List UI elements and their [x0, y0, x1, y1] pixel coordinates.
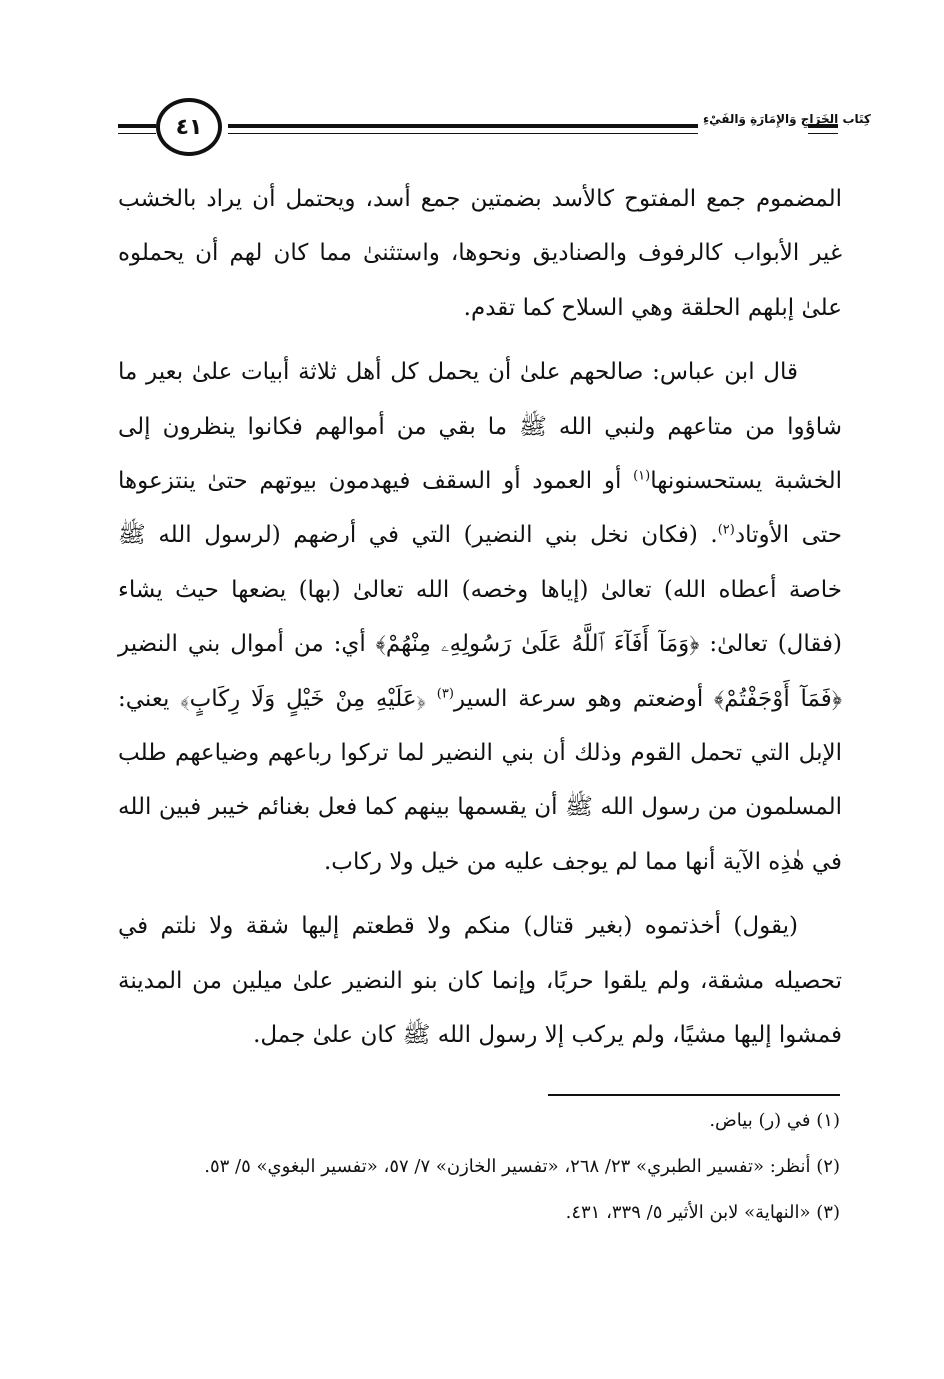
footnote-ref-2[interactable]: (٢) [717, 522, 735, 538]
footnotes [118, 1104, 840, 1242]
paragraph-2-part-c: . (فكان نخل بني النضير) التي في أرضهم (لرسول الله ﷺ خاصة أعطاه الله) تعالىٰ (إياها وخصه) الله تعالىٰ (بها) يضعها حيث يشاء (فقال) تعالىٰ: ﴿وَمَآ أَفَآءَ ٱللَّهُ عَلَىٰ رَسُولِهِۦ مِنْهُمْ﴾ أي: من أموال بني النضير ﴿فَمَآ أَوْجَفْتُمْ﴾ أوضعتم وهو سرعة السير [118, 522, 842, 712]
footnote-text: «النهاية» لابن الأثير ٥/ ٣٣٩، ٤٣١. [565, 1202, 811, 1223]
paragraph-2-part-b: أو العمود أو السقف فيهدمون بيوتهم حتىٰ ينتزعوها حتى الأوتاد [118, 468, 843, 549]
running-title: كِتَاب الخَرَاجِ وَالإِمَارَةِ وَالفَيْءِ [703, 112, 871, 126]
header-rule [228, 124, 698, 128]
paragraph-2-part-d: ﴿عَلَيْهِ مِنْ خَيْلٍ وَلَا رِكَابٍ﴾ يعني: الإبل التي تحمل القوم وذلك أن بني النضير لما تركوا رباعهم وضياعهم طلب المسلمون من رسول الله ﷺ أن يقسمها بينهم كما فعل بغنائم خيبر فبين الله في هٰذِه الآية أنها مما لم يوجف عليه من خيل ولا ركاب. [118, 685, 842, 875]
footnote-text: في (ر) بياض. [709, 1110, 811, 1131]
footnote-ref-3[interactable]: (٣) [436, 686, 454, 701]
paragraph-1: المضموم جمع المفتوح كالأسد بضمتين جمع أسد، ويحتمل أن يراد بالخشب غير الأبواب كالرفوف والصناديق ونحوها، واستثنىٰ مما كان لهم أن يحملوه علىٰ إبلهم الحلقة وهي السلاح كما تقدم. [118, 186, 842, 321]
header-rule [118, 124, 156, 128]
header-rule [808, 133, 838, 134]
footnote-mark: (١) [816, 1110, 840, 1131]
header-rule [228, 133, 698, 134]
paragraph-2-part-a: قال ابن عباس: صالحهم علىٰ أن يحمل كل أهل ثلاثة أبيات علىٰ بعير ما شاؤوا من متاعهم ولنبي الله ﷺ ما بقي من أموالهم فكانوا ينظرون إلى الخشبة يستحسنونها [118, 359, 843, 495]
header-rule [808, 124, 838, 128]
footnote-text: أنظر: «تفسير الطبري» ٢٣/ ٢٦٨، «تفسير الخازن» ٧/ ٥٧، «تفسير البغوي» ٥/ ٥٣. [204, 1156, 811, 1177]
paragraph-3: (يقول) أخذتموه (بغير قتال) منكم ولا قطعتم إليها شقة ولا نلتم في تحصيله مشقة، ولم يلقوا حربًا، وإنما كان بنو النضير علىٰ ميلين من المدينة فمشوا إليها مشيًا، ولم يركب إلا رسول الله ﷺ كان علىٰ جمل. [118, 913, 842, 1049]
footnote-item [118, 1196, 840, 1230]
body-text [118, 172, 842, 1063]
footnote-mark: (٣) [816, 1202, 840, 1223]
footnote-divider [548, 1094, 840, 1096]
page-number-text: ٤١ [175, 114, 203, 140]
footnote-mark: (٢) [816, 1156, 840, 1177]
footnote-item [118, 1150, 840, 1184]
footnote-item [118, 1104, 840, 1138]
page-number [156, 98, 222, 156]
paragraph-2 [118, 345, 842, 889]
footnote-ref-1[interactable]: (١) [633, 468, 651, 484]
header-rule [118, 133, 156, 134]
page-header [118, 98, 871, 166]
